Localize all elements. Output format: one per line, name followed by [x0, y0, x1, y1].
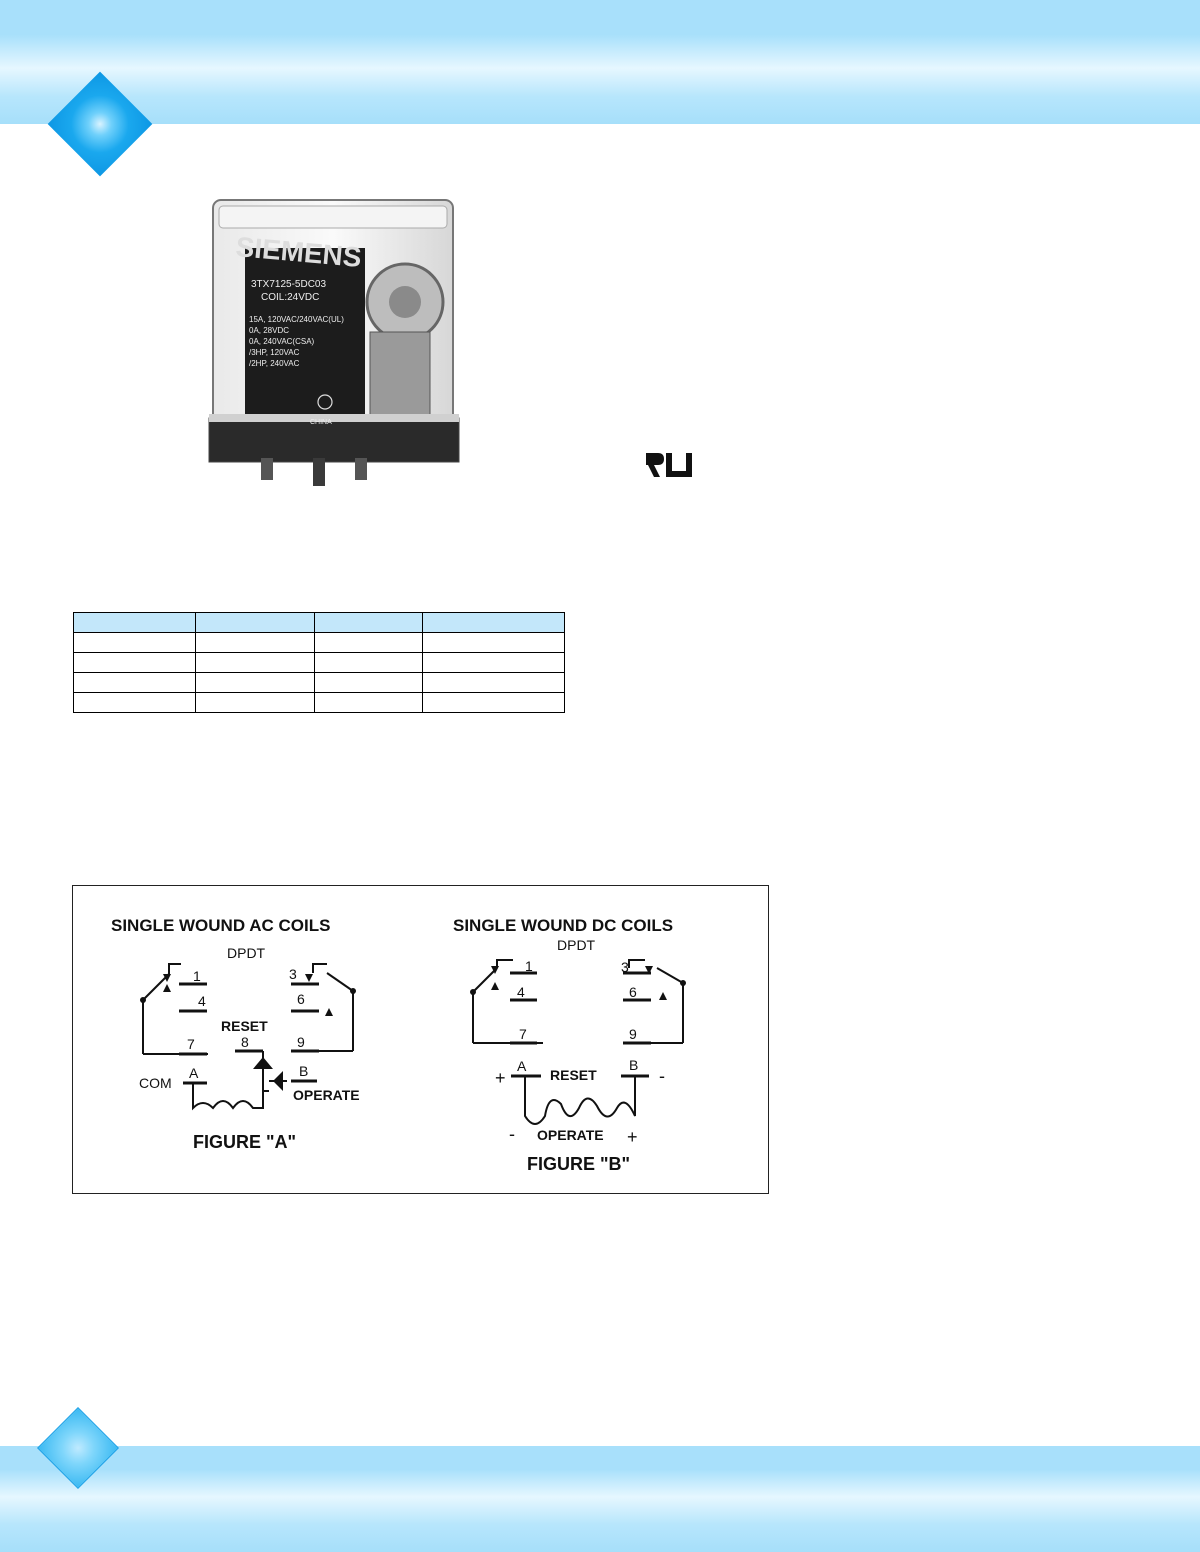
table-cell: [74, 693, 196, 713]
fig-a-pin-9: 9: [297, 1034, 305, 1050]
photo-rating-2: 0A, 28VDC: [249, 326, 290, 335]
table-row: [74, 633, 565, 653]
table-cell: [314, 653, 422, 673]
fig-b-plus-a: +: [495, 1068, 506, 1088]
wiring-diagram-svg: [73, 886, 770, 1195]
relay-product-photo: [205, 192, 470, 496]
figure-a-subtitle: DPDT: [227, 945, 266, 961]
fig-a-pin-8: 8: [241, 1034, 249, 1050]
fig-b-minus-b: -: [659, 1066, 665, 1086]
table-row: [74, 693, 565, 713]
table-cell: [196, 673, 314, 693]
photo-rating-5: /2HP, 240VAC: [249, 359, 300, 368]
spec-header-cell: [314, 613, 422, 633]
fig-a-com-label: COM: [139, 1075, 172, 1091]
table-cell: [196, 633, 314, 653]
photo-origin-text: CHINA: [310, 419, 332, 426]
table-row: [74, 673, 565, 693]
fig-b-pin-b: B: [629, 1057, 639, 1073]
photo-rating-3: 0A, 240VAC(CSA): [249, 337, 315, 346]
spec-header-cell: [74, 613, 196, 633]
fig-a-pin-4: 4: [198, 993, 206, 1009]
spec-table: [73, 612, 565, 713]
figure-b-title: SINGLE WOUND DC COILS: [453, 916, 674, 935]
fig-b-plus-b: +: [627, 1127, 638, 1147]
fig-a-pin-b: B: [299, 1063, 309, 1079]
fig-b-pin-9: 9: [629, 1026, 637, 1042]
photo-coil-text: COIL:24VDC: [261, 292, 320, 303]
fig-b-pin-1: 1: [525, 958, 533, 974]
fig-b-pin-a: A: [517, 1058, 527, 1074]
table-cell: [422, 673, 564, 693]
table-cell: [422, 693, 564, 713]
figure-a-caption: FIGURE "A": [193, 1132, 297, 1152]
table-cell: [314, 633, 422, 653]
table-cell: [422, 633, 564, 653]
figure-b-caption: FIGURE "B": [527, 1154, 631, 1174]
top-banner: [0, 0, 1200, 124]
fig-a-reset-label: RESET: [221, 1018, 268, 1034]
fig-a-pin-3: 3: [289, 966, 297, 982]
table-cell: [196, 653, 314, 673]
photo-rating-1: 15A, 120VAC/240VAC(UL): [249, 315, 344, 324]
table-cell: [196, 693, 314, 713]
bottom-banner: [0, 1446, 1200, 1552]
table-cell: [74, 673, 196, 693]
fig-b-operate-label: OPERATE: [537, 1127, 604, 1143]
wiring-diagram-box: [72, 885, 769, 1194]
table-cell: [314, 693, 422, 713]
fig-b-pin-3: 3: [621, 959, 629, 975]
fig-a-operate-label: OPERATE: [293, 1087, 360, 1103]
fig-b-reset-label: RESET: [550, 1067, 597, 1083]
fig-b-minus-a: -: [509, 1124, 515, 1144]
table-cell: [314, 673, 422, 693]
fig-a-pin-a: A: [189, 1065, 199, 1081]
fig-a-pin-7: 7: [187, 1036, 195, 1052]
table-cell: [422, 653, 564, 673]
photo-rating-4: /3HP, 120VAC: [249, 348, 300, 357]
figure-b-subtitle: DPDT: [557, 937, 596, 953]
photo-brand-text: SIEMENS: [234, 231, 363, 273]
table-row: [74, 653, 565, 673]
figure-a-title: SINGLE WOUND AC COILS: [111, 916, 331, 935]
fig-b-pin-6: 6: [629, 984, 637, 1000]
fig-b-pin-4: 4: [517, 984, 525, 1000]
spec-header-cell: [422, 613, 564, 633]
ur-mark-icon: [636, 445, 696, 485]
fig-a-pin-6: 6: [297, 991, 305, 1007]
table-cell: [74, 653, 196, 673]
fig-a-pin-1: 1: [193, 968, 201, 984]
spec-header-cell: [196, 613, 314, 633]
spec-table-header: [74, 613, 565, 633]
photo-model-text: 3TX7125-5DC03: [251, 279, 327, 290]
table-cell: [74, 633, 196, 653]
fig-b-pin-7: 7: [519, 1026, 527, 1042]
